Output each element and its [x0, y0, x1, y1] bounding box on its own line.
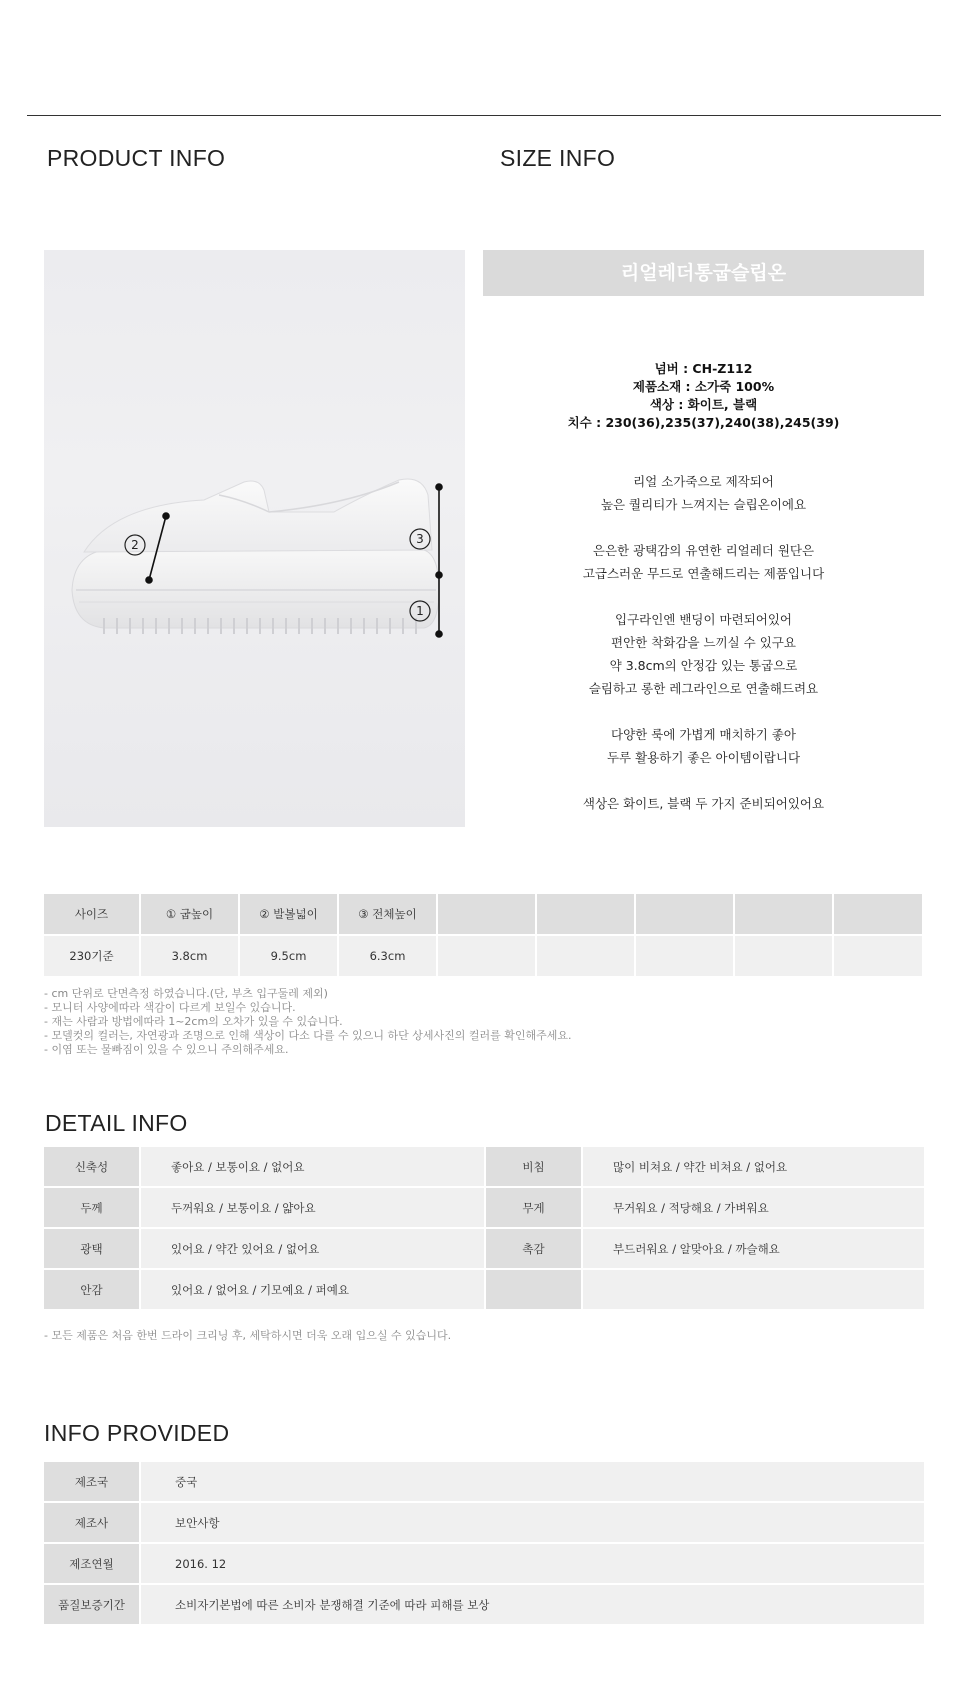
info-row: [44, 1462, 924, 1503]
size-note: - cm 단위로 단면측정 하였습니다.(단, 부츠 입구둘레 제외): [44, 987, 328, 1000]
desc-line: 편안한 착화감을 느끼실 수 있구요: [611, 635, 796, 650]
info-label: 품질보증기간: [44, 1585, 141, 1626]
detail-value: 많이 비쳐요 / 약간 비쳐요 / 없어요: [583, 1147, 924, 1188]
desc-line: 두루 활용하기 좋은 아이템이랍니다: [606, 750, 801, 765]
marker-3: 3: [416, 532, 424, 546]
product-name-bar: 리얼레더통굽슬립온: [483, 250, 924, 296]
detail-label: 두께: [44, 1188, 141, 1229]
detail-label: 안감: [44, 1270, 141, 1311]
size-cell: 6.3cm: [339, 936, 438, 978]
info-row: [44, 1544, 924, 1585]
info-label: 제조국: [44, 1462, 141, 1503]
top-divider: [27, 115, 941, 116]
detail-label: 광택: [44, 1229, 141, 1270]
size-col-header: [735, 894, 834, 936]
detail-value: 있어요 / 없어요 / 기모예요 / 퍼예요: [141, 1270, 486, 1311]
info-value: 2016. 12: [141, 1544, 924, 1585]
detail-row: [44, 1147, 924, 1188]
size-col-header: [834, 894, 924, 936]
desc-line: 은은한 광택감의 유연한 리얼레더 원단은: [592, 543, 815, 558]
size-col-header: 사이즈: [44, 894, 141, 936]
size-note: - 이염 또는 물빠짐이 있을 수 있으니 주의해주세요.: [44, 1043, 289, 1056]
detail-row: [44, 1229, 924, 1270]
size-cell: [438, 936, 537, 978]
size-cell: 230기준: [44, 936, 141, 978]
detail-value: 부드러워요 / 알맞아요 / 까슬해요: [583, 1229, 924, 1270]
detail-info-heading: DETAIL INFO: [45, 1110, 188, 1136]
size-table-header: [44, 894, 924, 936]
detail-value: 무거워요 / 적당해요 / 가벼워요: [583, 1188, 924, 1229]
detail-label: [486, 1270, 583, 1311]
desc-line: 색상은 화이트, 블랙 두 가지 준비되어있어요: [582, 796, 825, 811]
size-note: - 모델컷의 컬러는, 자연광과 조명으로 인해 색상이 다소 다를 수 있으니 하단 상세사진의 컬러를 확인해주세요.: [44, 1029, 572, 1042]
size-note: - 모니터 사양에따라 색감이 다르게 보일수 있습니다.: [44, 1001, 296, 1014]
detail-value: 좋아요 / 보통이요 / 없어요: [141, 1147, 486, 1188]
info-row: [44, 1503, 924, 1544]
info-value: 소비자기본법에 따른 소비자 분쟁해결 기준에 따라 피해를 보상: [141, 1585, 924, 1626]
detail-value: 있어요 / 약간 있어요 / 없어요: [141, 1229, 486, 1270]
desc-line: 슬림하고 롱한 레그라인으로 연출해드려요: [588, 681, 819, 696]
size-cell: [537, 936, 636, 978]
desc-line: 다양한 룩에 가볍게 매치하기 좋아: [611, 727, 796, 742]
marker-1: 1: [416, 604, 424, 618]
detail-row: [44, 1270, 924, 1311]
info-label: 제조연월: [44, 1544, 141, 1585]
desc-line: 높은 퀄리티가 느껴지는 슬립온이에요: [600, 497, 807, 512]
info-provided-heading: INFO PROVIDED: [44, 1420, 230, 1446]
size-table-row: [44, 936, 924, 978]
info-value: 보안사항: [141, 1503, 924, 1544]
detail-value: 두꺼워요 / 보통이요 / 얇아요: [141, 1188, 486, 1229]
size-cell: 3.8cm: [141, 936, 240, 978]
detail-row: [44, 1188, 924, 1229]
size-col-header: [537, 894, 636, 936]
size-notes: [44, 987, 571, 1057]
product-description: [483, 470, 924, 815]
spec-size: 치수 : 230(36),235(37),240(38),245(39): [567, 415, 840, 430]
size-cell: [735, 936, 834, 978]
info-table: [44, 1462, 924, 1626]
size-info-heading: SIZE INFO: [500, 145, 616, 171]
detail-table: [44, 1147, 924, 1311]
desc-line: 약 3.8cm의 안정감 있는 통굽으로: [609, 658, 798, 673]
detail-label: 무게: [486, 1188, 583, 1229]
marker-2: 2: [131, 538, 139, 552]
size-col-header: ② 발볼넓이: [240, 894, 339, 936]
info-label: 제조사: [44, 1503, 141, 1544]
desc-line: 고급스러운 무드로 연출해드리는 제품입니다: [582, 566, 825, 581]
info-value: 중국: [141, 1462, 924, 1503]
size-cell: 9.5cm: [240, 936, 339, 978]
spec-color: 색상 : 화이트, 블랙: [649, 397, 758, 412]
size-note: - 재는 사람과 방법에따라 1~2cm의 오차가 있을 수 있습니다.: [44, 1015, 343, 1028]
size-col-header: [438, 894, 537, 936]
size-col-header: [636, 894, 735, 936]
product-info-heading: PRODUCT INFO: [47, 145, 226, 171]
info-row: [44, 1585, 924, 1626]
size-col-header: ③ 전체높이: [339, 894, 438, 936]
product-specs: [483, 360, 924, 432]
size-table: [44, 894, 924, 978]
detail-label: 신축성: [44, 1147, 141, 1188]
spec-number: 넘버 : CH-Z112: [654, 361, 753, 376]
size-cell: [636, 936, 735, 978]
desc-line: 리얼 소가죽으로 제작되어: [633, 474, 774, 489]
desc-line: 입구라인엔 밴딩이 마련되어있어: [615, 612, 792, 627]
size-col-header: ① 굽높이: [141, 894, 240, 936]
spec-material: 제품소재 : 소가죽 100%: [632, 379, 775, 394]
care-note: - 모든 제품은 처음 한번 드라이 크리닝 후, 세탁하시면 더욱 오래 입으실 수 있습니다.: [44, 1329, 452, 1342]
detail-value: [583, 1270, 924, 1311]
size-cell: [834, 936, 924, 978]
product-photo: [44, 250, 465, 827]
detail-label: 비침: [486, 1147, 583, 1188]
detail-label: 촉감: [486, 1229, 583, 1270]
